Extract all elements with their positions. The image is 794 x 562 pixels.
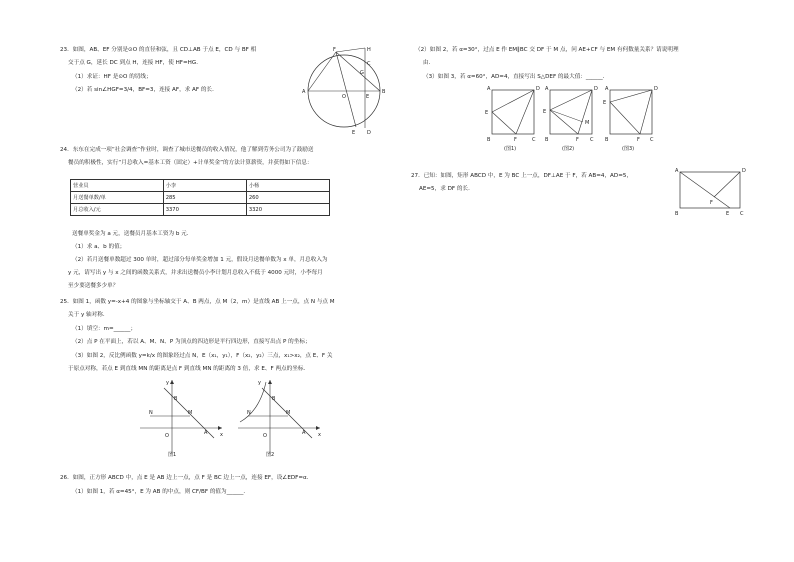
q26-line2: （1）如图 1，若 α=45°，E 为 AB 的中点，则 CF/BF 的值为______． bbox=[72, 489, 249, 495]
svg-text:F: F bbox=[514, 137, 517, 143]
svg-text:E: E bbox=[485, 110, 489, 116]
fig-caption-3: (图3) bbox=[622, 146, 635, 152]
svg-text:D: D bbox=[742, 168, 746, 174]
svg-text:x: x bbox=[318, 432, 321, 438]
table-header-row bbox=[71, 180, 330, 192]
q24-table bbox=[70, 179, 330, 216]
table-cell: 260 bbox=[246, 192, 329, 204]
q25-line4: （2）点 P 在平面上，若以 A、M、N、P 为顶点的四边形是平行四边形，直接写出点 P 的坐标； bbox=[72, 339, 311, 345]
svg-text:C: C bbox=[650, 137, 654, 143]
q24-line3: 送餐单奖金为 a 元，送餐员月基本工资为 b 元． bbox=[72, 231, 193, 237]
q24-line4: （1）求 a、b 的值； bbox=[72, 244, 126, 250]
svg-text:D: D bbox=[367, 130, 371, 136]
table-header-cell: 小李 bbox=[163, 180, 246, 192]
svg-text:E: E bbox=[352, 130, 356, 136]
q26b-line1: （2）如图 2，若 α=30°，过点 E 作 EM∥BC 交 DF 于 M 点，问 AE+CF 与 EM 有何数量关系？请说明理 bbox=[415, 47, 679, 53]
svg-text:O: O bbox=[165, 433, 169, 439]
q25-fig2-caption: 图2 bbox=[266, 452, 275, 458]
q25-figure-2 bbox=[232, 376, 324, 458]
svg-text:A: A bbox=[545, 86, 549, 92]
svg-text:E: E bbox=[366, 94, 370, 100]
q26b-line2: 由． bbox=[423, 60, 435, 66]
q23-line3: （1）求证：HF 是⊙O 的切线； bbox=[72, 74, 152, 80]
svg-text:A: A bbox=[675, 168, 679, 174]
svg-text:O: O bbox=[342, 94, 346, 100]
table-cell: 3370 bbox=[163, 204, 246, 216]
q27-line2: AE=5，求 DF 的长． bbox=[419, 186, 474, 192]
svg-text:B: B bbox=[174, 396, 178, 402]
q25-figure-1 bbox=[134, 376, 226, 458]
q27-rectangle-figure bbox=[674, 166, 748, 218]
svg-text:M: M bbox=[286, 410, 291, 416]
q26b-line3: （3）如图 3，若 α=60°，AD=4，直接写出 S△DEF 的最大值：______． bbox=[423, 74, 609, 80]
svg-text:M: M bbox=[585, 120, 590, 126]
fig-caption-1: (图1) bbox=[504, 146, 517, 152]
svg-text:B: B bbox=[382, 89, 386, 95]
svg-text:B: B bbox=[675, 211, 679, 217]
svg-text:N: N bbox=[149, 410, 153, 416]
q25-fig1-caption: 图1 bbox=[168, 452, 177, 458]
svg-text:C: C bbox=[590, 137, 594, 143]
svg-text:y: y bbox=[258, 380, 261, 386]
table-header-cell: 营业员 bbox=[71, 180, 164, 192]
svg-text:x: x bbox=[220, 432, 223, 438]
q23-line1: 23．如图，AB、EF 分别是⊙O 的直径和弦，且 CD⊥AB 于点 E，CD 与 BF 相 bbox=[60, 47, 257, 53]
table-cell: 285 bbox=[163, 192, 246, 204]
q23-line4: （2）若 sin∠HGF=3/4，BF=3，连接 AF，求 AF 的长． bbox=[72, 87, 218, 93]
svg-text:y: y bbox=[166, 380, 169, 386]
svg-text:M: M bbox=[188, 410, 193, 416]
svg-text:F: F bbox=[576, 137, 579, 143]
svg-text:H: H bbox=[367, 47, 371, 53]
svg-text:F: F bbox=[710, 200, 713, 206]
svg-text:E: E bbox=[603, 100, 607, 106]
q27-line1: 27．已知：如图，矩形 ABCD 中，E 为 BC 上一点，DF⊥AE 于 F，若 AB=4，AD=5， bbox=[411, 173, 633, 179]
svg-text:D: D bbox=[536, 86, 540, 92]
svg-text:O: O bbox=[263, 433, 267, 439]
table-row bbox=[71, 204, 330, 216]
svg-text:A: A bbox=[204, 430, 208, 436]
q25-line5: （3）如图 2，反比例函数 y=k/x 的图象经过点 N，E（x₁，y₁），F（x₂，y₂）三点，x₁>x₂，点 E、F 关 bbox=[72, 353, 333, 359]
q24-line2: 餐员的积极性，实行“月总收入=基本工资（固定）+计单奖金”的方法计算薪资，并获得如下信息： bbox=[68, 160, 313, 166]
q24-line6: y 元，请写出 y 与 x 之间的函数关系式，并求出送餐员小李计划月总收入不低于 4000 元时，小李每月 bbox=[68, 270, 323, 276]
svg-text:E: E bbox=[726, 211, 730, 217]
svg-text:A: A bbox=[605, 86, 609, 92]
svg-text:B: B bbox=[272, 396, 276, 402]
svg-text:B: B bbox=[605, 137, 609, 143]
fig-caption-2: (图2) bbox=[562, 146, 575, 152]
svg-text:C: C bbox=[532, 137, 536, 143]
q25-line1: 25．如图 1，函数 y=-x+4 的图象与坐标轴交于 A、B 两点，点 M（2，m）是直线 AB 上一点，点 N 与点 M bbox=[60, 299, 335, 305]
q24-line5: （2）若月送餐单数超过 300 单时，超过部分每单奖金增加 1 元，假设月送餐单数为 x 单，月总收入为 bbox=[72, 257, 328, 263]
svg-text:F: F bbox=[333, 47, 336, 53]
table-header-cell: 小杨 bbox=[246, 180, 329, 192]
table-cell: 月总收入/元 bbox=[71, 204, 164, 216]
table-cell: 3320 bbox=[246, 204, 329, 216]
svg-text:C: C bbox=[740, 211, 744, 217]
svg-text:A: A bbox=[302, 89, 306, 95]
svg-text:A: A bbox=[487, 86, 491, 92]
svg-text:G: G bbox=[360, 70, 364, 76]
svg-text:N: N bbox=[247, 410, 251, 416]
q26-line1: 26．如图，正方形 ABCD 中，点 E 是 AB 边上一点，点 F 是 BC 边上一点，连接 EF，设∠EDF=α． bbox=[60, 475, 313, 481]
svg-text:B: B bbox=[487, 137, 491, 143]
q24-line1: 24．东东在完成一项“社会调查”作业时，调查了城市送餐员的收入情况，他了解到劳务公司为了鼓励送 bbox=[60, 147, 314, 153]
q25-line6: 于原点对称，若点 E 到直线 MN 的距离是点 F 到直线 MN 的距离的 3 倍，求 E、F 两点的坐标． bbox=[68, 366, 310, 372]
svg-text:D: D bbox=[594, 86, 598, 92]
q25-line3: （1）填空：m=______； bbox=[72, 326, 137, 332]
svg-text:A: A bbox=[302, 430, 306, 436]
table-cell: 月送餐单数/单 bbox=[71, 192, 164, 204]
q26-square-figures bbox=[484, 84, 664, 154]
q24-line7: 至少要送餐多少单？ bbox=[68, 283, 119, 289]
q23-circle-figure bbox=[300, 42, 400, 146]
table-row bbox=[71, 192, 330, 204]
q25-line2: 关于 y 轴对称． bbox=[68, 312, 109, 318]
q23-line2: 交于点 G，延长 DC 到点 H，连接 HF，使 HF=HG． bbox=[68, 60, 202, 66]
svg-text:C: C bbox=[367, 61, 371, 67]
svg-text:B: B bbox=[545, 137, 549, 143]
svg-text:D: D bbox=[654, 86, 658, 92]
svg-text:E: E bbox=[543, 109, 547, 115]
svg-text:F: F bbox=[637, 137, 640, 143]
